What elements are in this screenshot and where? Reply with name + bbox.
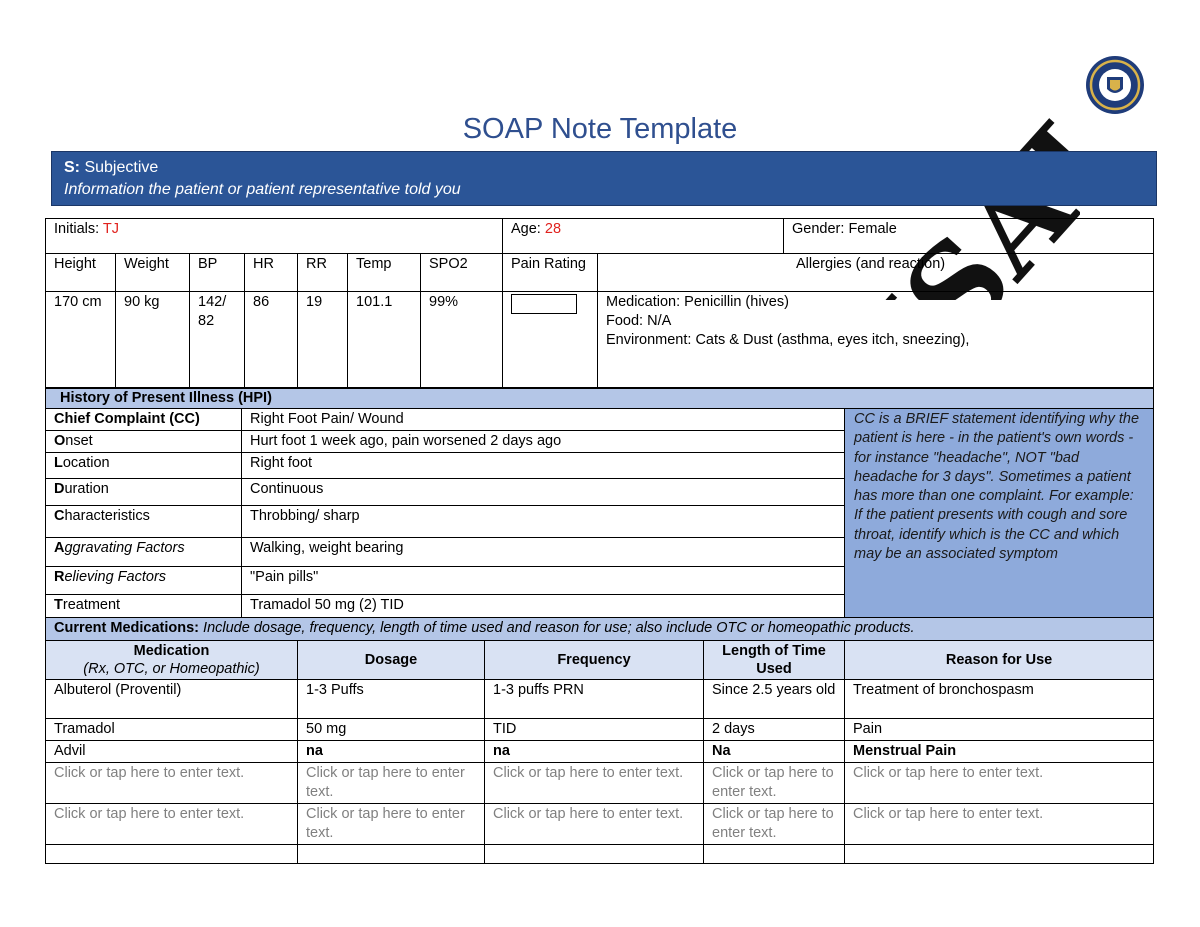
subjective-header [51, 151, 1157, 206]
medication-placeholder[interactable]: Click or tap here to enter text. [46, 763, 298, 804]
rr-value[interactable]: 19 [298, 292, 348, 388]
hr-header: HR [245, 254, 298, 292]
temp-header: Temp [348, 254, 421, 292]
frequency-placeholder[interactable]: Click or tap here to enter text. [485, 804, 704, 845]
reason-cell[interactable]: Menstrual Pain [845, 741, 1154, 763]
university-seal-logo [1085, 55, 1145, 115]
subjective-description: Information the patient or patient representative told you [64, 181, 461, 198]
table-row [46, 845, 1154, 864]
dosage-column-header: Dosage [298, 641, 485, 680]
initials-value: TJ [102, 221, 120, 237]
medication-cell[interactable]: Tramadol [46, 719, 298, 741]
relieving-factors-value[interactable]: "Pain pills" [242, 567, 845, 595]
subjective-letter: S: [64, 159, 80, 176]
cc-guidance-note: CC is a BRIEF statement identifying why the patient is here - in the patient's own words - for instance "headache", NOT "bad headache for 3 days". Sometimes a patient has more than one complaint. For example: If the patient presents with cough and sore throat, identify which is the CC and which may be an associated symptom [845, 409, 1154, 618]
frequency-cell[interactable]: 1-3 puffs PRN [485, 680, 704, 719]
table-row [46, 741, 1154, 763]
reason-placeholder[interactable]: Click or tap here to enter text. [845, 763, 1154, 804]
gender-cell[interactable] [784, 219, 1154, 254]
medication-cell[interactable]: Advil [46, 741, 298, 763]
hpi-medications-table [45, 388, 1154, 864]
table-row [46, 719, 1154, 741]
age-cell[interactable] [503, 219, 784, 254]
hr-value[interactable]: 86 [245, 292, 298, 388]
length-cell[interactable] [704, 845, 845, 864]
reason-cell[interactable]: Pain [845, 719, 1154, 741]
treatment-label: Treatment [46, 595, 242, 618]
frequency-placeholder[interactable]: Click or tap here to enter text. [485, 763, 704, 804]
length-placeholder[interactable]: Click or tap here to enter text. [704, 804, 845, 845]
pain-rating-input[interactable] [511, 294, 577, 314]
reason-placeholder[interactable]: Click or tap here to enter text. [845, 804, 1154, 845]
height-header: Height [46, 254, 116, 292]
allergy-environment: Environment: Cats & Dust (asthma, eyes itch, sneezing), [606, 332, 970, 348]
duration-value[interactable]: Continuous [242, 479, 845, 506]
duration-label: Duration [46, 479, 242, 506]
allergy-medication: Medication: Penicillin (hives) [606, 294, 789, 310]
allergy-food: Food: N/A [606, 313, 672, 329]
patient-vitals-table [45, 218, 1154, 388]
initials-label: Initials: [54, 221, 100, 237]
length-cell[interactable]: Na [704, 741, 845, 763]
medication-placeholder[interactable]: Click or tap here to enter text. [46, 804, 298, 845]
medication-cell[interactable] [46, 845, 298, 864]
location-value[interactable]: Right foot [242, 453, 845, 479]
chief-complaint-label: Chief Complaint (CC) [46, 409, 242, 431]
frequency-cell[interactable] [485, 845, 704, 864]
onset-label: Onset [46, 431, 242, 453]
page-title: SOAP Note Template [462, 113, 738, 145]
characteristics-value[interactable]: Throbbing/ sharp [242, 506, 845, 538]
length-cell[interactable]: 2 days [704, 719, 845, 741]
reason-cell[interactable]: Treatment of bronchospasm [845, 680, 1154, 719]
rr-header: RR [298, 254, 348, 292]
frequency-cell[interactable]: na [485, 741, 704, 763]
allergies-cell[interactable] [598, 292, 1154, 388]
dosage-placeholder[interactable]: Click or tap here to enter text. [298, 804, 485, 845]
height-value[interactable]: 170 cm [46, 292, 116, 388]
bp-header: BP [190, 254, 245, 292]
age-value: 28 [544, 221, 562, 237]
onset-value[interactable]: Hurt foot 1 week ago, pain worsened 2 days ago [242, 431, 845, 453]
reason-cell[interactable] [845, 845, 1154, 864]
dosage-cell[interactable] [298, 845, 485, 864]
current-medications-heading: Current Medications: Include dosage, frequency, length of time used and reason for use; also include OTC or homeopathic products. [46, 618, 1154, 641]
aggravating-factors-label: Aggravating Factors [46, 538, 242, 567]
characteristics-label: Characteristics [46, 506, 242, 538]
initials-cell[interactable] [46, 219, 503, 254]
reason-column-header: Reason for Use [845, 641, 1154, 680]
length-cell[interactable]: Since 2.5 years old [704, 680, 845, 719]
table-row [46, 763, 1154, 804]
gender-value: Female [848, 221, 897, 237]
spo2-value[interactable]: 99% [421, 292, 503, 388]
subjective-heading: Subjective [84, 159, 159, 176]
temp-value[interactable]: 101.1 [348, 292, 421, 388]
treatment-value[interactable]: Tramadol 50 mg (2) TID [242, 595, 845, 618]
length-column-header: Length of Time Used [704, 641, 845, 680]
bp-value[interactable]: 142/ 82 [190, 292, 245, 388]
hpi-heading: History of Present Illness (HPI) [46, 389, 1154, 409]
location-label: Location [46, 453, 242, 479]
age-label: Age: [511, 221, 541, 237]
allergies-header: Allergies (and reaction) [598, 254, 1154, 292]
medication-column-header: Medication (Rx, OTC, or Homeopathic) [46, 641, 298, 680]
dosage-placeholder[interactable]: Click or tap here to enter text. [298, 763, 485, 804]
frequency-cell[interactable]: TID [485, 719, 704, 741]
relieving-factors-label: Relieving Factors [46, 567, 242, 595]
pain-rating-header: Pain Rating [503, 254, 598, 292]
weight-header: Weight [116, 254, 190, 292]
pain-rating-cell [503, 292, 598, 388]
chief-complaint-value[interactable]: Right Foot Pain/ Wound [242, 409, 845, 431]
frequency-column-header: Frequency [485, 641, 704, 680]
medication-cell[interactable]: Albuterol (Proventil) [46, 680, 298, 719]
gender-label: Gender: [792, 221, 845, 237]
length-placeholder[interactable]: Click or tap here to enter text. [704, 763, 845, 804]
weight-value[interactable]: 90 kg [116, 292, 190, 388]
dosage-cell[interactable]: na [298, 741, 485, 763]
table-row [46, 680, 1154, 719]
aggravating-factors-value[interactable]: Walking, weight bearing [242, 538, 845, 567]
table-row [46, 804, 1154, 845]
dosage-cell[interactable]: 1-3 Puffs [298, 680, 485, 719]
spo2-header: SPO2 [421, 254, 503, 292]
dosage-cell[interactable]: 50 mg [298, 719, 485, 741]
